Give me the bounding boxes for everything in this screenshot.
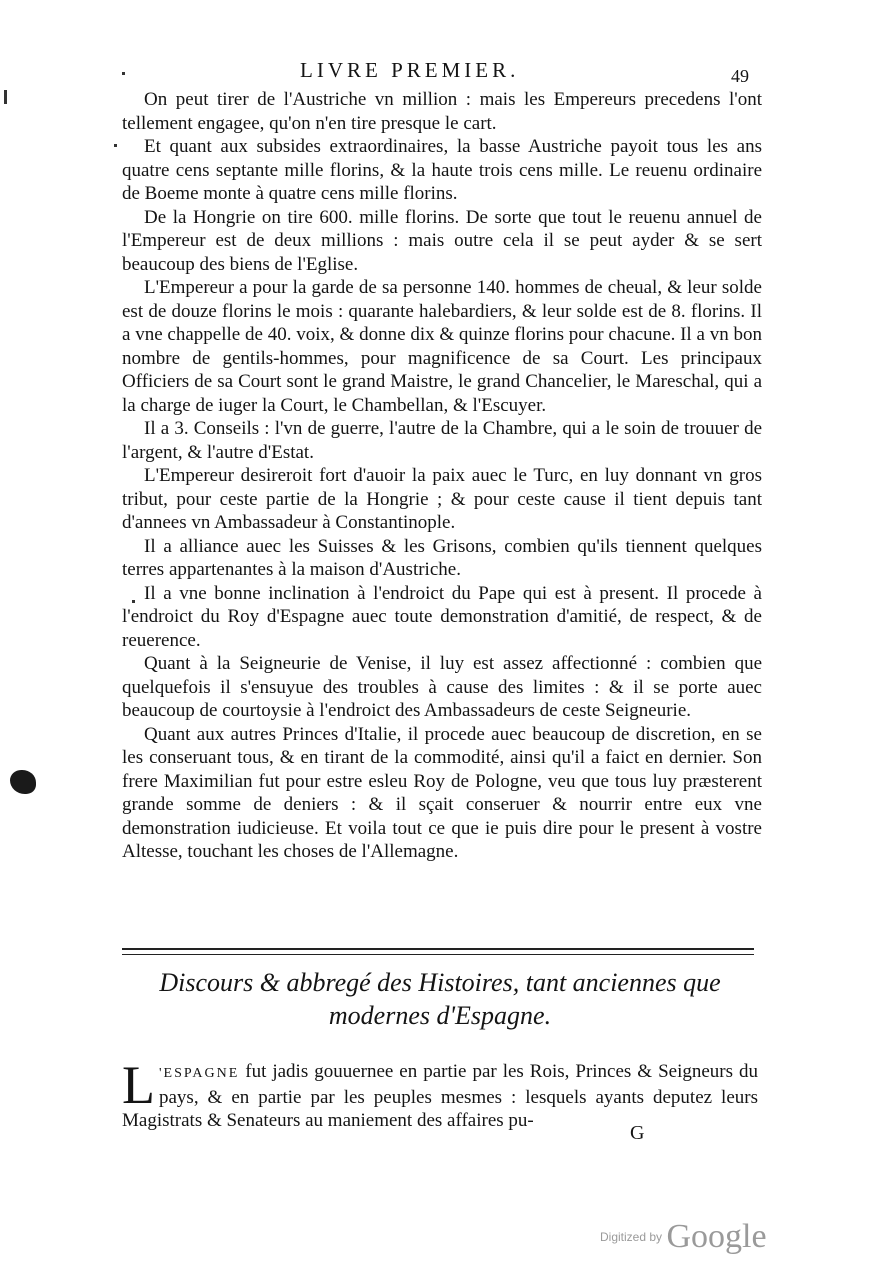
paragraph: On peut tirer de l'Austriche vn million : mais les Empereurs precedens l'ont tellement engagee, qu'on n'en tire presque le cart. bbox=[122, 89, 762, 134]
paragraph: Quant à la Seigneurie de Venise, il luy est assez affectionné : combien que quelquefois il s'ensuyue des troubles à cause des limites : & il se porte auec beaucoup de courtoysie à l'endroict des Ambassadeurs de ceste Seigneurie. bbox=[122, 653, 762, 721]
page-number: 49 bbox=[731, 66, 749, 86]
paragraph: Il a alliance auec les Suisses & les Grisons, combien qu'ils tiennent quelques terres appartenantes à la maison d'Austriche. bbox=[122, 535, 762, 580]
ink-blot bbox=[10, 770, 36, 794]
paragraph: L'Empereur a pour la garde de sa personne 140. hommes de cheual, & leur solde est de douze florins le mois : quarante halebardiers, & leur solde est de 8. florins. Il a vne chappelle de 40. voix, & donne dix & quinze florins pour chacune. Il a vn bon nombre de gentils-hommes, pour magnificence de sa Court. Les principaux Officiers de sa Court sont le grand Maistre, le grand Chancelier, le Mareschal, qui a la charge de iuger la Court, le Chambellan, & l'Escuyer. bbox=[122, 277, 762, 416]
section-title-line: modernes d'Espagne. bbox=[328, 1001, 552, 1030]
paragraph: Il a vne bonne inclination à l'endroict du Pape qui est à present. Il procede à l'endroict du Roy d'Espagne auec toute demonstration d'amitié, de respect, & de reuerence. bbox=[122, 582, 762, 651]
margin-mark bbox=[114, 144, 117, 147]
section-divider bbox=[122, 948, 754, 955]
watermark-prefix: Digitized by bbox=[600, 1230, 663, 1244]
digitized-watermark bbox=[600, 1218, 767, 1256]
margin-mark bbox=[4, 90, 7, 104]
intro-paragraph bbox=[122, 1055, 758, 1133]
section-title bbox=[120, 966, 760, 1032]
signature-mark: G bbox=[630, 1122, 645, 1144]
watermark-brand: Google bbox=[666, 1218, 767, 1255]
drop-cap: L bbox=[122, 1055, 155, 1115]
intro-text: fut jadis gouuernee en partie par les Rois, Princes & Seigneurs du pays, & en partie par les peuples mesmes : lesquels ayants deputez leurs Magistrats & Senateurs au maniement des affaires pu- bbox=[122, 1061, 758, 1131]
margin-mark bbox=[132, 600, 135, 603]
paragraph: Quant aux autres Princes d'Italie, il procede auec beaucoup de discretion, en se les conseruant tous, & en tirant de la commodité, ainsi qu'il a faict en dernier. Son frere Maximilian fut pour estre esleu Roy de Pologne, veu que tous luy præsterent grande somme de deniers : & il sçait conseruer & nourrir entre eux vne demonstration iudicieuse. Et voila tout ce que ie puis dire pour le present à vostre Altesse, touchant les choses de l'Allemagne. bbox=[122, 723, 762, 862]
intro-smallcaps: 'ESPAGNE bbox=[159, 1066, 240, 1081]
paragraph: Et quant aux subsides extraordinaires, la basse Austriche payoit tous les ans quatre cens septante mille florins, & la haute trois cens mille. Le reuenu ordinaire de Boeme monte à quatre cens mille florins. bbox=[122, 136, 762, 204]
section-title-line: Discours & abbregé des Histoires, tant anciennes que bbox=[159, 968, 721, 997]
paragraph: L'Empereur desireroit fort d'auoir la paix auec le Turc, en luy donnant vn gros tribut, pour ceste partie de la Hongrie ; & pour ceste cause il tient depuis tant d'annees vn Ambassadeur à Constantinople. bbox=[122, 465, 762, 533]
running-title: LIVRE PREMIER. bbox=[300, 58, 520, 82]
margin-mark bbox=[122, 72, 125, 75]
paragraph: Il a 3. Conseils : l'vn de guerre, l'autre de la Chambre, qui a le soin de trouuer de l'argent, & l'autre d'Estat. bbox=[122, 418, 762, 463]
body-text bbox=[122, 88, 762, 864]
paragraph: De la Hongrie on tire 600. mille florins. De sorte que tout le reuenu annuel de l'Empereur est de deux millions : mais outre cela il se peut ayder & se sert beaucoup des biens de l'Eglise. bbox=[122, 206, 762, 275]
